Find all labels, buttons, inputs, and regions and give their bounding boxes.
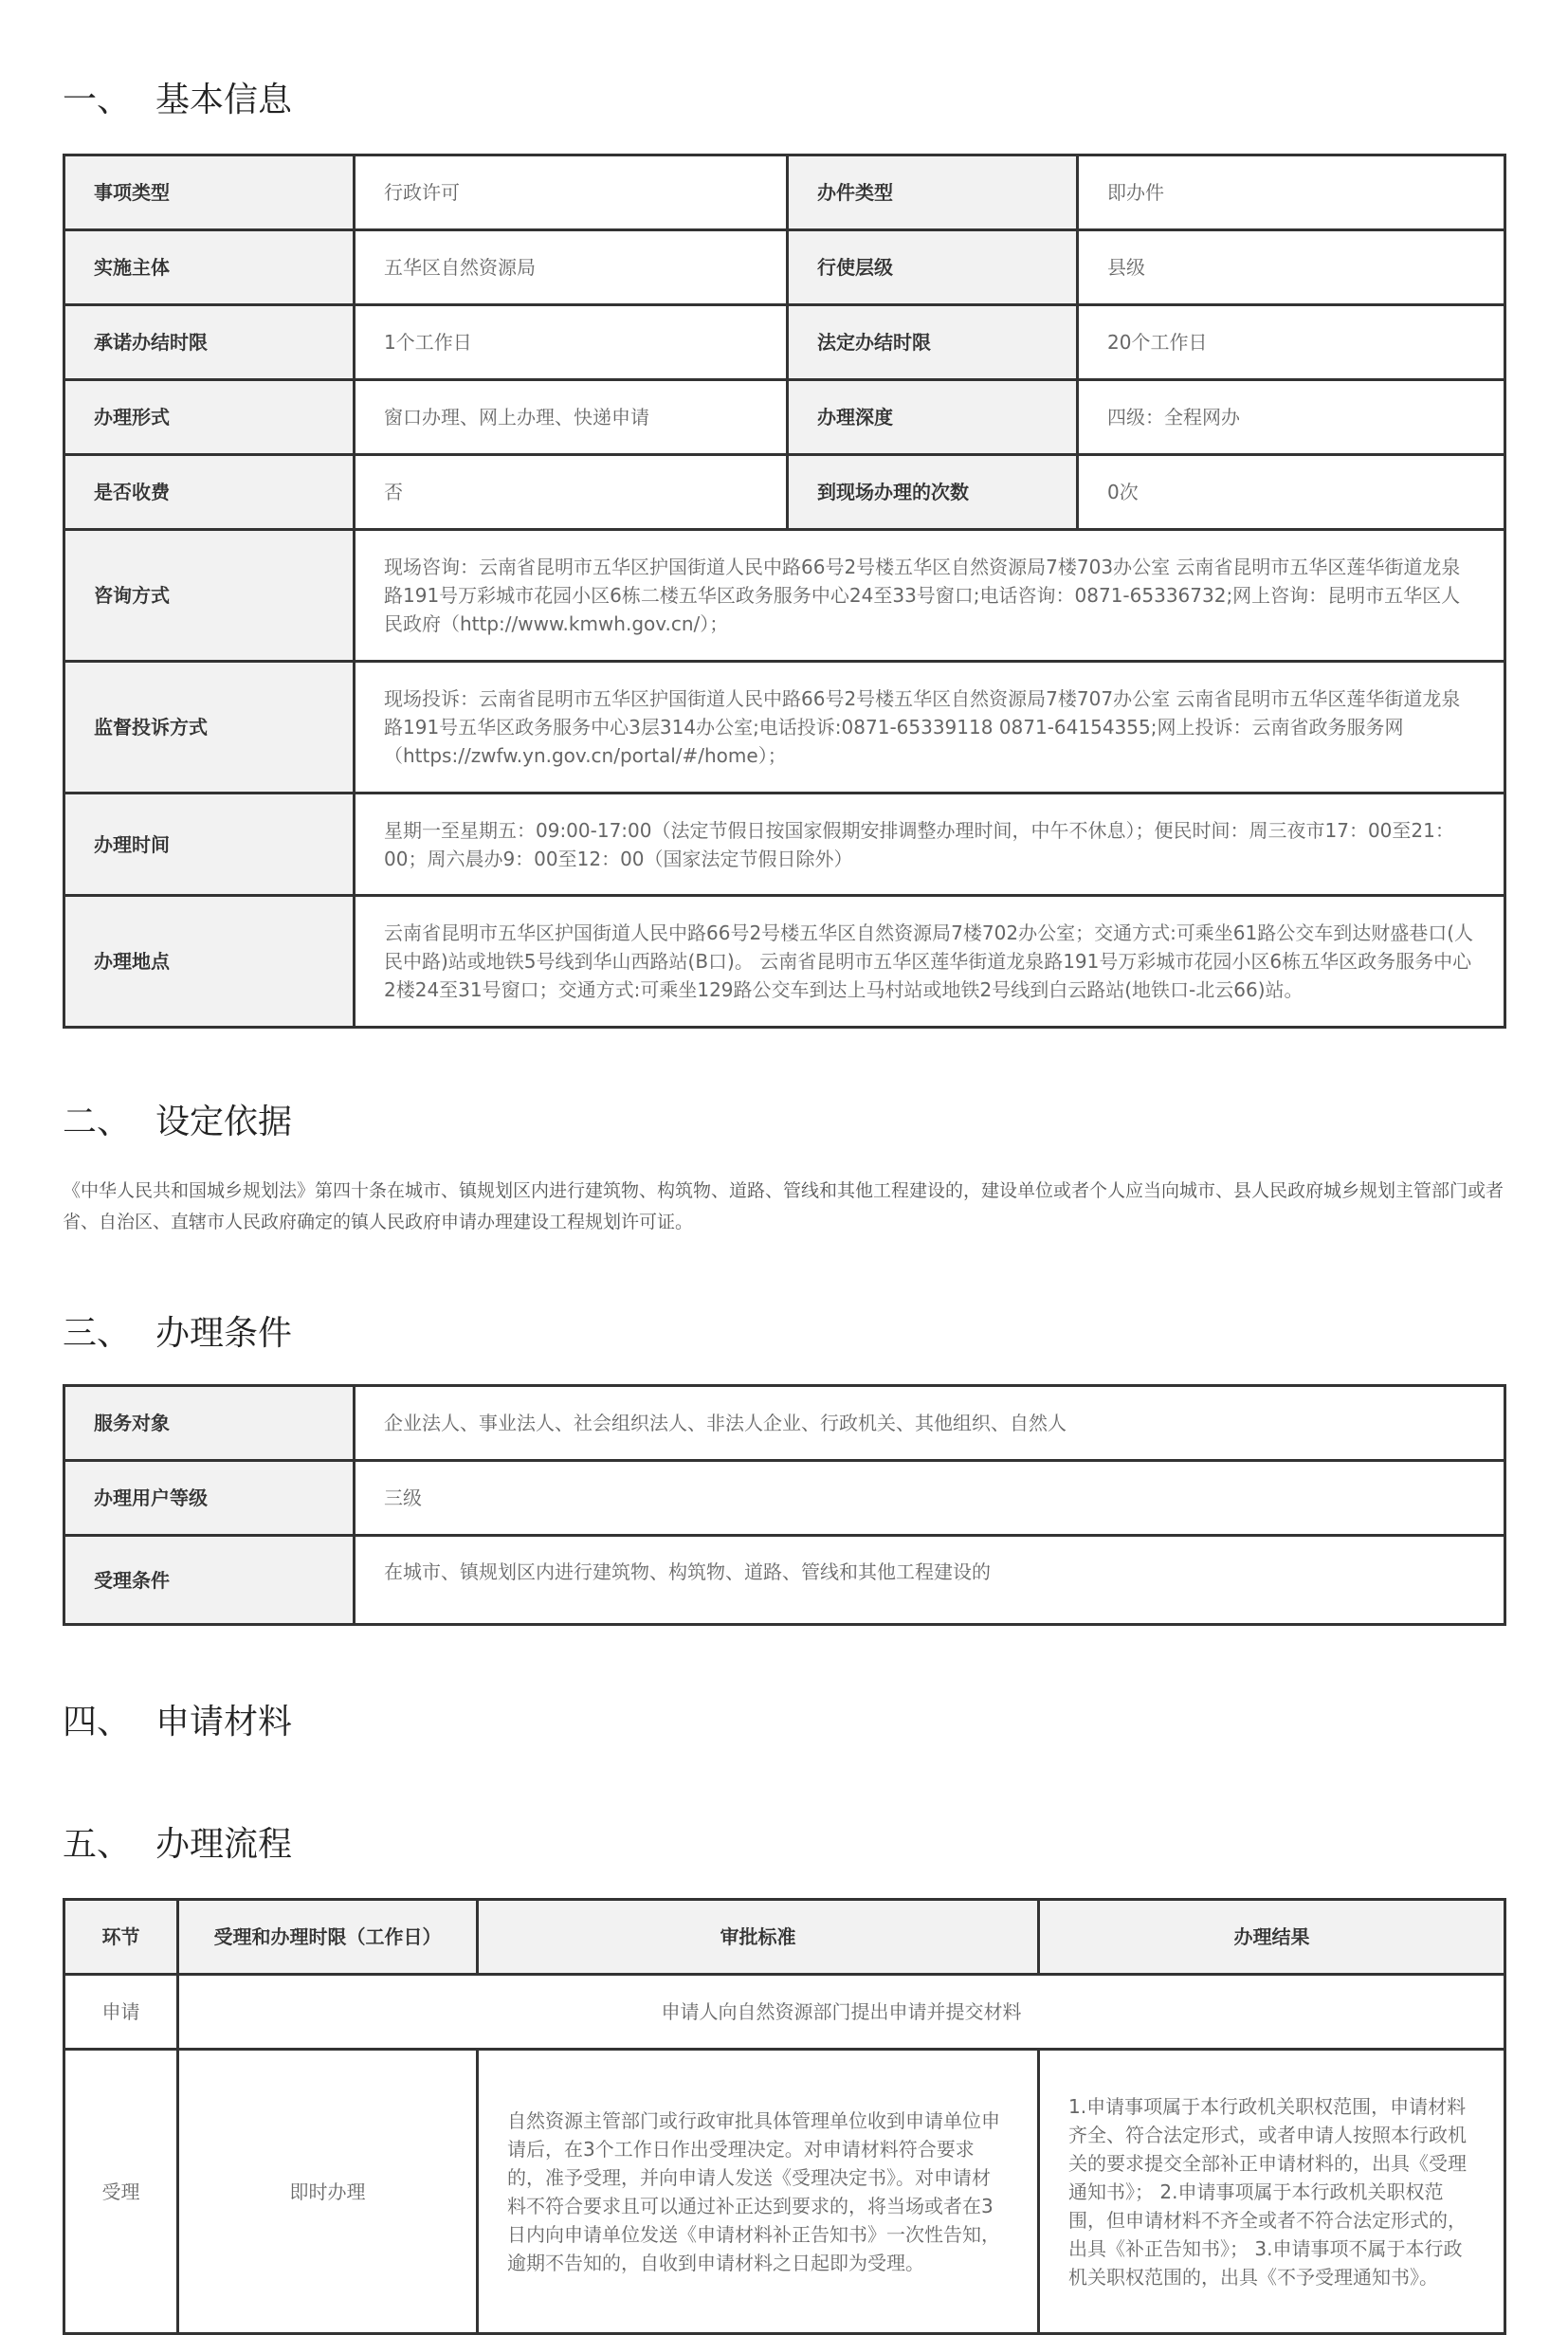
field-label: 办理深度	[788, 380, 1078, 455]
section-title-materials: 四、 申请材料	[63, 1703, 293, 1742]
field-label: 服务对象	[64, 1386, 355, 1461]
column-header: 办理结果	[1039, 1900, 1505, 1975]
field-value: 县级	[1078, 230, 1505, 305]
field-value: 0次	[1078, 455, 1505, 530]
section-title-basic-info: 一、 基本信息	[63, 81, 293, 119]
process-table	[63, 1898, 1506, 2335]
field-label: 办理形式	[64, 380, 355, 455]
field-value: 五华区自然资源局	[355, 230, 788, 305]
field-value: 1个工作日	[355, 305, 788, 380]
table-row	[64, 794, 1505, 896]
field-label: 是否收费	[64, 455, 355, 530]
field-value: 否	[355, 455, 788, 530]
column-header: 受理和办理时限（工作日）	[178, 1900, 478, 1975]
field-value: 现场投诉：云南省昆明市五华区护国街道人民中路66号2号楼五华区自然资源局7楼707办公室 云南省昆明市五华区莲华街道龙泉路191号五华区政务服务中心3层314办公室;电话投诉:0871-65339118 0871-64154355;网上投诉：云南省政务服务网（https://zwfw.yn.gov.cn/portal/#/home）；	[355, 662, 1505, 794]
table-row	[64, 2050, 1505, 2334]
section-title-basis: 二、 设定依据	[63, 1103, 293, 1141]
table-row	[64, 1386, 1505, 1461]
stage-cell: 申请	[64, 1975, 178, 2050]
field-value: 四级：全程网办	[1078, 380, 1505, 455]
approval-standard-cell: 自然资源主管部门或行政审批具体管理单位收到申请单位申请后，在3个工作日作出受理决定。对申请材料符合要求的，准予受理，并向申请人发送《受理决定书》。对申请材料不符合要求且可以通过补正达到要求的，将当场或者在3日内向申请单位发送《申请材料补正告知书》一次性告知，逾期不告知的，自收到申请材料之日起即为受理。	[478, 2050, 1039, 2334]
stage-description: 申请人向自然资源部门提出申请并提交材料	[178, 1975, 1505, 2050]
table-row	[64, 1536, 1505, 1625]
table-row	[64, 380, 1505, 455]
field-label: 到现场办理的次数	[788, 455, 1078, 530]
field-label: 办理用户等级	[64, 1461, 355, 1536]
result-cell: 1.申请事项属于本行政机关职权范围，申请材料齐全、符合法定形式，或者申请人按照本行政机关的要求提交全部补正申请材料的，出具《受理通知书》； 2.申请事项属于本行政机关职权范围，但申请材料不齐全或者不符合法定形式的，出具《补正告知书》； 3.申请事项不属于本行政机关职权范围的，出具《不予受理通知书》。	[1039, 2050, 1505, 2334]
column-header: 审批标准	[478, 1900, 1039, 1975]
table-row	[64, 305, 1505, 380]
field-value: 企业法人、事业法人、社会组织法人、非法人企业、行政机关、其他组织、自然人	[355, 1386, 1505, 1461]
table-row	[64, 1975, 1505, 2050]
column-header: 环节	[64, 1900, 178, 1975]
field-label: 办件类型	[788, 155, 1078, 230]
table-row	[64, 662, 1505, 794]
stage-cell: 受理	[64, 2050, 178, 2334]
field-label: 事项类型	[64, 155, 355, 230]
field-value: 三级	[355, 1461, 1505, 1536]
basis-text: 《中华人民共和国城乡规划法》第四十条在城市、镇规划区内进行建筑物、构筑物、道路、管线和其他工程建设的，建设单位或者个人应当向城市、县人民政府城乡规划主管部门或者省、自治区、直辖市人民政府确定的镇人民政府申请办理建设工程规划许可证。	[63, 1180, 1504, 1232]
field-label: 行使层级	[788, 230, 1078, 305]
field-value: 星期一至星期五：09:00-17:00（法定节假日按国家假期安排调整办理时间，中午不休息）；便民时间：周三夜市17：00至21：00；周六晨办9：00至12：00（国家法定节假日除外）	[355, 794, 1505, 896]
table-row	[64, 155, 1505, 230]
field-value: 窗口办理、网上办理、快递申请	[355, 380, 788, 455]
field-value: 行政许可	[355, 155, 788, 230]
field-label: 法定办结时限	[788, 305, 1078, 380]
field-value: 在城市、镇规划区内进行建筑物、构筑物、道路、管线和其他工程建设的	[355, 1536, 1505, 1625]
field-label: 实施主体	[64, 230, 355, 305]
table-row	[64, 1461, 1505, 1536]
section-title-conditions: 三、 办理条件	[63, 1314, 293, 1353]
section-title-process: 五、 办理流程	[63, 1825, 293, 1864]
table-header-row	[64, 1900, 1505, 1975]
conditions-table	[63, 1384, 1506, 1626]
field-label: 受理条件	[64, 1536, 355, 1625]
field-label: 办理时间	[64, 794, 355, 896]
field-label: 办理地点	[64, 896, 355, 1028]
time-limit-cell: 即时办理	[178, 2050, 478, 2334]
field-label: 咨询方式	[64, 530, 355, 662]
table-row	[64, 230, 1505, 305]
field-value: 20个工作日	[1078, 305, 1505, 380]
field-value: 现场咨询：云南省昆明市五华区护国街道人民中路66号2号楼五华区自然资源局7楼703办公室 云南省昆明市五华区莲华街道龙泉路191号万彩城市花园小区6栋二楼五华区政务服务中心24至33号窗口;电话咨询：0871-65336732;网上咨询：昆明市五华区人民政府（http://www.kmwh.gov.cn/）；	[355, 530, 1505, 662]
field-label: 监督投诉方式	[64, 662, 355, 794]
field-label: 承诺办结时限	[64, 305, 355, 380]
basic-info-table	[63, 154, 1506, 1029]
table-row	[64, 530, 1505, 662]
field-value: 云南省昆明市五华区护国街道人民中路66号2号楼五华区自然资源局7楼702办公室；交通方式:可乘坐61路公交车到达财盛巷口(人民中路)站或地铁5号线到华山西路站(B口)。 云南省昆明市五华区莲华街道龙泉路191号万彩城市花园小区6栋五华区政务服务中心2楼24至31号窗口；交通方式:可乘坐129路公交车到达上马村站或地铁2号线到白云路站(地铁口-北云66)站。	[355, 896, 1505, 1028]
field-value: 即办件	[1078, 155, 1505, 230]
table-row	[64, 455, 1505, 530]
table-row	[64, 896, 1505, 1028]
